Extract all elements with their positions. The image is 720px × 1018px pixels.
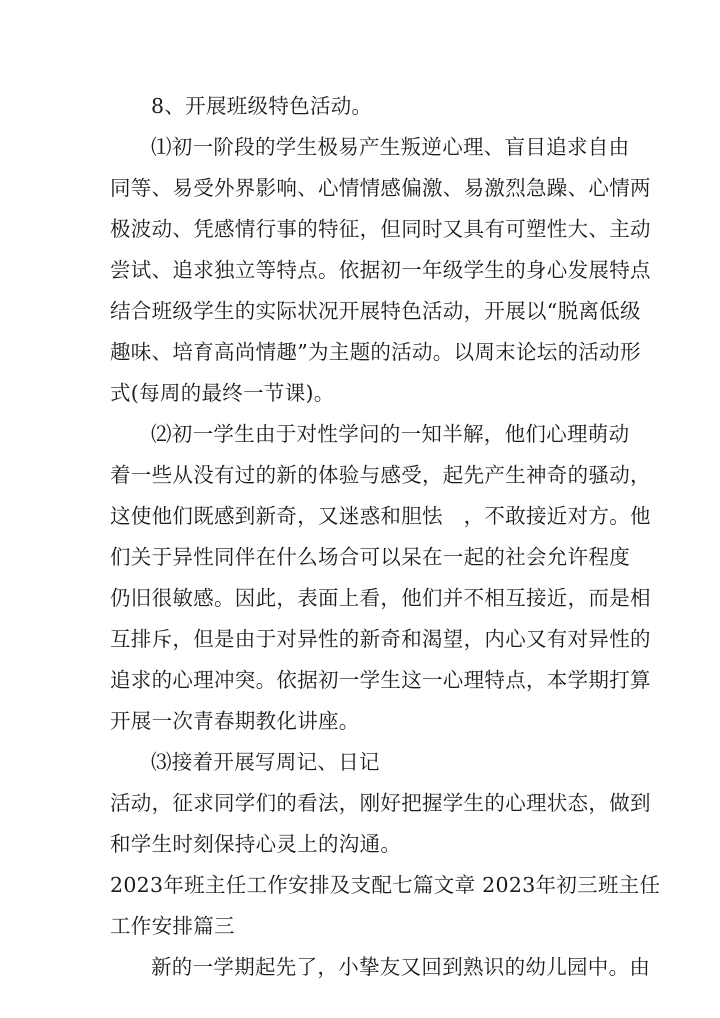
paragraph-line: 互排斥，但是由于对异性的新奇和渴望，内心又有对异性的 bbox=[110, 627, 651, 651]
paragraph-line: 着一些从没有过的新的体验与感受，起先产生神奇的骚动， bbox=[110, 463, 651, 487]
paragraph-line: 开展一次青春期教化讲座。 bbox=[110, 709, 360, 733]
paragraph-line: 这使他们既感到新奇，又迷惑和胆怯 ，不敢接近对方。他 bbox=[110, 504, 651, 528]
paragraph-line: ⑵初一学生由于对性学问的一知半解，他们心理萌动 bbox=[151, 422, 630, 446]
paragraph-line: 极波动、凭感情行事的特征，但同时又具有可塑性大、主动 bbox=[110, 217, 651, 241]
paragraph-line: 式(每周的最终一节课)。 bbox=[110, 381, 335, 405]
article-title-line: 2023年班主任工作安排及支配七篇文章 2023年初三班主任 bbox=[110, 873, 661, 897]
section-heading: 8、开展班级特色活动。 bbox=[151, 94, 373, 118]
paragraph-line: 结合班级学生的实际状况开展特色活动，开展以“脱离低级 bbox=[110, 299, 641, 323]
paragraph-line: 同等、易受外界影响、心情情感偏激、易激烈急躁、心情两 bbox=[110, 176, 651, 200]
paragraph-line: 趣味、培育高尚情趣”为主题的活动。以周末论坛的活动形 bbox=[110, 340, 641, 364]
paragraph-line: 新的一学期起先了，小挚友又回到熟识的幼儿园中。由 bbox=[151, 955, 651, 979]
paragraph-line: 尝试、追求独立等特点。依据初一年级学生的身心发展特点 bbox=[110, 258, 651, 282]
article-title-line: 工作安排篇三 bbox=[110, 914, 235, 938]
paragraph-line: 活动，征求同学们的看法，刚好把握学生的心理状态，做到 bbox=[110, 791, 651, 815]
paragraph-line: ⑶接着开展写周记、日记 bbox=[151, 750, 380, 774]
paragraph-line: 追求的心理冲突。依据初一学生这一心理特点，本学期打算 bbox=[110, 668, 651, 692]
paragraph-line: ⑴初一阶段的学生极易产生叛逆心理、盲目追求自由 bbox=[151, 135, 630, 159]
paragraph-line: 和学生时刻保持心灵上的沟通。 bbox=[110, 832, 402, 856]
paragraph-line: 们关于异性同伴在什么场合可以呆在一起的社会允许程度 bbox=[110, 545, 630, 569]
paragraph-line: 仍旧很敏感。因此，表面上看，他们并不相互接近，而是相 bbox=[110, 586, 651, 610]
